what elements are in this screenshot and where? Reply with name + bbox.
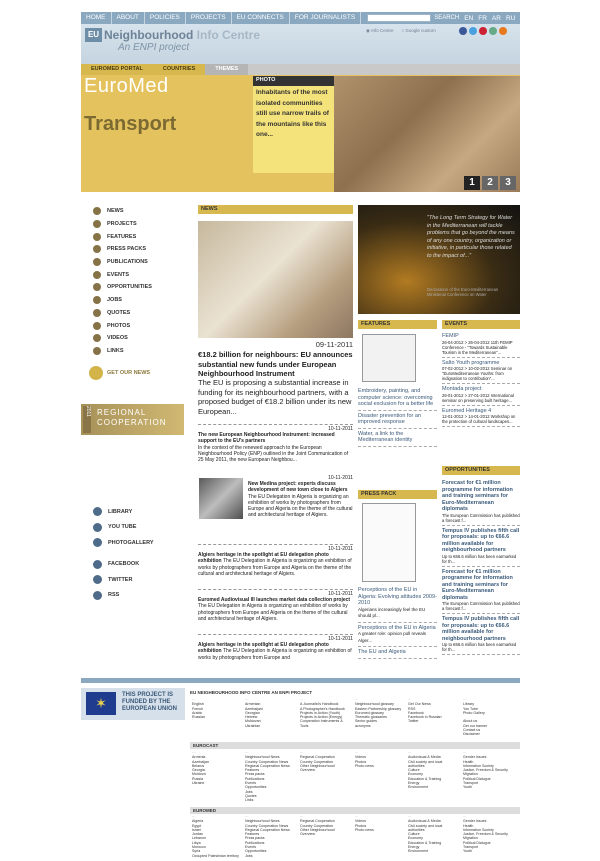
menu-label: LIBRARY — [108, 508, 133, 515]
footer-column-head: ··· — [463, 698, 467, 702]
footer-column-head: ··· — [355, 815, 359, 819]
bullet-icon — [93, 207, 101, 215]
menu-label: PHOTOGALLERY — [108, 539, 154, 546]
lang-ru[interactable]: RU — [505, 14, 516, 22]
event-item[interactable] — [442, 358, 520, 385]
menu-label: PRESS PACKS — [107, 246, 147, 253]
banner-line-1: REGIONAL — [97, 408, 147, 417]
bullet-icon — [93, 347, 101, 355]
footer-column: ··· A Journalist's Handbook A Photographer's Handbook Projects in Action (Youth) Projects in Action (Energy) Cooperation Instruments & Tools — [300, 698, 345, 728]
menu-links[interactable] — [93, 345, 183, 358]
eu-flag-icon: ✶ — [86, 692, 116, 715]
opportunity-title: Tempus IV publishes fifth call for proposals: up to €66.6 million available for neighbourhood partners — [442, 527, 520, 553]
facebook-icon[interactable] — [459, 27, 467, 35]
lang-ar[interactable]: AR — [491, 14, 501, 22]
footer-column: ··· Audiovisual & Media Civil society and local authorities Culture Economy Education & Training Energy Environment — [408, 815, 443, 854]
eu-logo[interactable]: EU — [85, 28, 102, 42]
footer-section-euromed: EUROMED — [190, 807, 520, 814]
twitter-icon[interactable] — [469, 27, 477, 35]
press-link[interactable] — [358, 647, 437, 659]
menu-photos[interactable] — [93, 319, 183, 332]
nav-policies[interactable]: POLICIES — [145, 12, 186, 24]
nav-home[interactable]: HOME — [81, 12, 112, 24]
youtube-icon — [93, 523, 102, 532]
event-summary: 07-02-2012 > 10-02-2012 Seminar on "EuroMediterranean Youths: from indignation to contribution"... — [442, 366, 513, 381]
tab-themes[interactable]: THEMES — [205, 64, 248, 75]
menu-twitter[interactable] — [93, 572, 154, 588]
press-link[interactable] — [358, 623, 437, 648]
bullet-icon — [93, 322, 101, 330]
event-title: Salto Youth programme — [442, 359, 500, 366]
regional-cooperation-banner[interactable] — [81, 404, 184, 435]
menu-photogallery[interactable] — [93, 535, 154, 551]
menu-rss[interactable] — [93, 588, 154, 604]
news-heading: NEWS — [198, 205, 353, 214]
menu-label: FACEBOOK — [108, 561, 140, 568]
menu-facebook[interactable] — [93, 557, 154, 573]
footer-column: ··· Armenian Azerbaijani Georgian Hebrew Moldovan Ukrainian — [245, 698, 263, 728]
press-link-title: Perceptions of the EU in Algeria: Evolving attitudes 2009-2010 — [358, 587, 437, 606]
news-item-date: 10-11-2011 — [328, 475, 353, 481]
search-scope — [366, 28, 436, 34]
get-news-label: GET OUR NEWS — [107, 370, 151, 376]
event-summary: 26-04-2012 > 26-04-2012 11th FEMIP Conference - "Towards Sustainable Tourism in the Mediterranean"... — [442, 339, 513, 355]
news-item-text: The EU Delegation in Algeria is organizing an exhibition of works by photographers from Europe and Algeria on the theme of the cultural and architectural heritage of Algiers. — [248, 493, 353, 519]
news-item-title: Algiers heritage in the spotlight at EU delegation photo exhibition — [198, 642, 329, 655]
rss-icon[interactable] — [499, 27, 507, 35]
footer-column-head: ··· — [192, 815, 196, 819]
opportunity-item[interactable] — [442, 614, 520, 655]
lang-en[interactable]: EN — [464, 14, 474, 22]
news-main-photo[interactable] — [198, 221, 353, 338]
event-item[interactable] — [442, 331, 520, 358]
menu-label: FEATURES — [107, 233, 137, 240]
footer-column: ··· Algeria Egypt Israel Jordan Lebanon Libya Morocco Syria Occupied Palestinian territory — [192, 815, 239, 858]
news-item-text: The EU Delegation in Algeria is organizing an exhibition of works by photographers from Europe and Algeria on the theme of the cultural and architectural heritage of Algiers. — [198, 558, 352, 577]
nav-about[interactable]: ABOUT — [112, 12, 145, 24]
footer-column-head: ··· — [355, 698, 359, 702]
page-1-button[interactable]: 1 — [464, 176, 480, 190]
menu-label: QUOTES — [107, 309, 131, 316]
news-item-date: 10-11-2011 — [328, 546, 353, 552]
footer-column: ··· Videos Photos Photo news — [355, 815, 374, 832]
rss-icon — [93, 591, 102, 600]
news-item-title: Algiers heritage in the spotlight at EU delegation photo exhibition — [198, 552, 329, 565]
menu-projects[interactable] — [93, 218, 183, 231]
facebook-icon — [93, 560, 102, 569]
footer-column-head: ··· — [245, 815, 249, 819]
press-pack-heading: PRESS PACK — [358, 490, 437, 499]
footer-column: ··· Videos Photos Photo news — [355, 751, 374, 768]
menu-youtube[interactable] — [93, 520, 154, 536]
tab-countries[interactable]: COUNTRIES — [153, 64, 205, 75]
social-icons — [459, 27, 507, 35]
news-item[interactable] — [198, 589, 353, 622]
footer-column-head: ··· — [245, 751, 249, 755]
sub-navigation — [81, 64, 520, 75]
news-item[interactable] — [198, 544, 353, 577]
menu-news[interactable] — [93, 205, 183, 218]
event-summary: 12-01-2012 > 14-01-2012 Workshop on the protection of cultural landscapes... — [442, 414, 516, 424]
feature-link[interactable]: Embroidery, painting, and computer science: overcoming social exclusion for a better life — [358, 386, 437, 411]
footer-column-head: ··· — [300, 751, 304, 755]
footer-bar — [81, 678, 520, 683]
library-icon — [93, 507, 102, 516]
opportunity-summary: Up to €66.6 million has been earmarked for th... — [442, 642, 517, 652]
opportunity-item[interactable] — [442, 478, 520, 526]
news-item-text: In the context of the renewed approach to the European Neighbourhood Policy (ENP) outlined in the Joint Communication of 25 May 2011, the new European Neighbou... — [198, 444, 349, 464]
footer-column: ··· Neighbourhood glossary Eastern Partnership glossary Euromed glossary Thematic glossaries Sector guides acronyms — [355, 698, 402, 728]
footer-column: ··· Gender Issues Health Information Society Justice, Freedom & Security Migration Political Dialogue Transport Youth — [463, 815, 508, 854]
footer-column-head: ··· — [192, 751, 196, 755]
menu-label: YOU TUBE — [108, 524, 137, 531]
hero-title-1: EuroMed — [84, 75, 169, 97]
site-subtitle: An ENPI project — [118, 42, 190, 53]
features-list — [358, 386, 437, 447]
opportunity-title: Forecast for €1 million programme for information and training seminars for Euro-Mediterranean diplomats — [442, 480, 513, 512]
lang-fr[interactable]: FR — [478, 14, 487, 22]
bullet-icon — [93, 271, 101, 279]
photo-label: PHOTO — [253, 76, 334, 86]
feature-link[interactable]: Disaster prevention for an improved response — [358, 411, 437, 429]
opportunity-title: Tempus IV publishes fifth call for proposals: up to €66.6 million available for neighbourhood partners — [442, 616, 520, 642]
banner-line-2: COOPERATION — [97, 418, 167, 427]
opportunity-summary: The European Commission has published a forecast f... — [442, 601, 520, 611]
footer-section-eurocast: EUROCAST — [190, 742, 520, 749]
news-item-title: New Medina project: experts discuss development of new town close to Algiers — [248, 481, 348, 494]
opportunity-item[interactable] — [442, 526, 520, 567]
bullet-icon — [93, 233, 101, 241]
footer-column-head: ··· — [408, 815, 412, 819]
menu-label: PROJECTS — [107, 221, 137, 228]
bullet-icon — [93, 334, 101, 342]
footer-column-head: ··· — [192, 698, 196, 702]
nav-for-journalists[interactable]: FOR JOURNALISTS — [290, 12, 361, 24]
youtube-icon[interactable] — [479, 27, 487, 35]
features-heading: FEATURES — [358, 320, 437, 329]
bullet-icon — [93, 245, 101, 253]
press-pack-thumbnail[interactable] — [362, 503, 416, 582]
site-title — [104, 28, 260, 42]
footer-heading: EU NEIGHBOURHOOD INFO CENTRE AN ENPI PROJECT — [190, 690, 313, 695]
press-link-title: Perceptions of the EU in Algeria — [358, 624, 436, 631]
bullet-icon — [93, 296, 101, 304]
menu-jobs[interactable] — [93, 294, 183, 307]
events-list — [442, 331, 520, 427]
search-input[interactable] — [367, 14, 431, 22]
page-3-button[interactable]: 3 — [500, 176, 516, 190]
radio-google[interactable]: ○ Google custom — [401, 28, 436, 33]
news-item[interactable] — [248, 474, 353, 518]
footer-column-head: ··· — [300, 815, 304, 819]
footer-column-head: ··· — [408, 751, 412, 755]
menu-features[interactable] — [93, 230, 183, 243]
opportunity-item[interactable] — [442, 567, 520, 615]
flickr-icon[interactable] — [489, 27, 497, 35]
bullet-icon — [93, 220, 101, 228]
news-item-text: The EU Delegation in Algeria is organizing an exhibition of works by photographers from Europe and — [198, 648, 352, 661]
menu-opportunities[interactable] — [93, 281, 183, 294]
footer-column: ··· Regional Cooperation Country Cooperation Other Neighbourhood Overview — [300, 751, 335, 773]
twitter-icon — [93, 575, 102, 584]
footer-column-head: ··· — [463, 751, 467, 755]
quote-text: "The Long Term Strategy for Water in the Mediterranean will tackle problems that go beyond the means of any one country, organization or initiative, in particular those related to the impact of..." — [427, 215, 515, 259]
feature-link[interactable]: Water, a link to the Mediterranean identity — [358, 429, 437, 447]
hero-photo[interactable] — [334, 76, 520, 192]
feature-thumbnail[interactable] — [362, 334, 416, 382]
press-pack-list — [358, 585, 437, 659]
menu-events[interactable] — [93, 268, 183, 281]
menu-videos[interactable] — [93, 332, 183, 345]
menu-label: EVENTS — [107, 271, 130, 278]
event-title: Montada project — [442, 386, 482, 392]
nav-eu-connects[interactable]: EU CONNECTS — [232, 12, 290, 24]
opportunity-title: Forecast for €1 million programme for information and training seminars for Euro-Mediterranean diplomats — [442, 568, 513, 601]
menu-library[interactable] — [93, 504, 154, 520]
menu-publications[interactable] — [93, 256, 183, 269]
news-item-thumbnail[interactable] — [199, 478, 243, 519]
quote-attribution: Declaration of the Euro-Mediterranean Ministerial Conference on Water — [427, 287, 499, 297]
menu-label: VIDEOS — [107, 335, 128, 342]
media-menu — [93, 504, 154, 603]
menu-label: NEWS — [107, 208, 124, 215]
menu-quotes[interactable] — [93, 307, 183, 320]
menu-label: RSS — [108, 592, 120, 599]
news-item-text: The EU Delegation in Algeria is organizing an exhibition of works by photographers from Europe and Algeria on the theme of the cultural and architectural heritage of Algiers. — [198, 603, 348, 622]
press-link-title: The EU and Algeria — [358, 649, 406, 655]
hero-pagination — [464, 176, 516, 190]
nav-projects[interactable]: PROJECTS — [186, 12, 232, 24]
menu-label: PUBLICATIONS — [107, 259, 148, 266]
menu-label: PHOTOS — [107, 322, 131, 329]
menu-label: TWITTER — [108, 576, 133, 583]
footer-column-head: ··· — [300, 698, 304, 702]
opportunity-summary: Up to €66.6 million has been earmarked for th... — [442, 553, 517, 564]
footer-column: ··· Gender Issues Health Information Society Justice, Freedom & Security Migration Political Dialogue Transport Youth — [463, 751, 508, 790]
radio-info-centre-label: Info Centre — [371, 28, 394, 33]
event-item[interactable] — [442, 406, 520, 428]
news-item-date: 10-11-2011 — [328, 591, 353, 597]
press-link-summary: Algerians increasingly feel the EU should pl... — [358, 606, 426, 618]
site-title-b: Info Centre — [196, 28, 261, 42]
page-2-button[interactable]: 2 — [482, 176, 498, 190]
radio-info-centre[interactable]: ◉ Info Centre — [366, 28, 394, 33]
funding-text: THIS PROJECT IS FUNDED BY THE EUROPEAN UNION — [122, 692, 178, 712]
get-our-news-link[interactable] — [89, 366, 150, 380]
footer-column: ··· Regional Cooperation Country Cooperation Other Neighbourhood Overview — [300, 815, 335, 837]
bullet-icon — [93, 309, 101, 317]
banner-year: 2011 — [83, 406, 91, 433]
radio-google-label: Google custom — [405, 28, 436, 33]
event-item[interactable] — [442, 384, 520, 406]
news-date: 09-11-2011 — [315, 340, 353, 349]
menu-label: OPPORTUNITIES — [107, 284, 152, 291]
news-headline[interactable]: €18.2 billion for neighbours: EU announces substantial new funds under European Neighbourhood Instrument — [198, 350, 353, 378]
news-item-date: 10-11-2011 — [328, 426, 353, 432]
tab-euromed-portal[interactable]: EUROMED PORTAL — [81, 64, 153, 75]
event-title: FEMIP — [442, 333, 459, 339]
events-heading: EVENTS — [442, 320, 520, 329]
menu-label: JOBS — [107, 297, 122, 304]
footer-column: ··· English French Arabic Russian — [192, 698, 205, 720]
news-lead: The EU is proposing a substantial increase in funding for its neighbourhood partners, with a proposed budget of €18.2 billion under its new European... — [198, 378, 352, 417]
bullet-icon — [93, 283, 101, 291]
footer-column-head: ··· — [355, 751, 359, 755]
news-item[interactable] — [198, 424, 353, 463]
search-button[interactable]: SEARCH — [434, 15, 460, 21]
footer-column: ··· Neighbourhood News Country Cooperation News Regional Cooperation News Features Press packs Publications Events Opportunities Jobs — [245, 815, 290, 858]
hero-title-2: Transport — [84, 113, 177, 135]
footer-column: ··· Get Our News RSS Facebook Facebook in Russian Twitter — [408, 698, 442, 724]
footer-column: ··· Audiovisual & Media Civil society and local authorities Culture Economy Education & Training Energy Environment — [408, 751, 443, 790]
news-item-date: 10-11-2011 — [328, 636, 353, 642]
menu-label: LINKS — [107, 347, 124, 354]
site-title-a: Neighbourhood — [104, 28, 194, 42]
footer-column-head: ··· — [408, 698, 412, 702]
footer-column: ··· Library You Tube Photo Gallery About us Get our banner Contact us Disclaimer — [463, 698, 488, 737]
opportunity-summary: The European Commission has published a forecast f... — [442, 512, 520, 523]
menu-press-packs[interactable] — [93, 243, 183, 256]
event-title: Euromed Heritage 4 — [442, 407, 492, 414]
footer-column-head: ··· — [245, 698, 249, 702]
photo-caption: Inhabitants of the most isolated communities still use narrow trails of the mountains like this one... — [256, 89, 329, 138]
banner-text — [97, 408, 167, 428]
opportunities-list — [442, 478, 520, 655]
news-item[interactable] — [198, 634, 353, 661]
footer-column-head: ··· — [463, 815, 467, 819]
top-navigation — [81, 12, 520, 24]
section-menu — [93, 205, 183, 357]
event-summary: 26-01-2012 > 27-01-2012 International seminar on preserving built heritage... — [442, 392, 514, 403]
news-item-title: Euromed Audiovisual III launches market data collection project — [198, 597, 351, 604]
opportunities-heading: OPPORTUNITIES — [442, 466, 520, 475]
newsletter-icon — [89, 366, 103, 380]
press-link-summary: A greater role: opinion poll reveals Alger... — [358, 631, 427, 643]
camera-icon — [93, 538, 102, 547]
footer-column: ··· Armenia Azerbaijan Belarus Georgia Moldova Russia Ukraine — [192, 751, 209, 786]
bullet-icon — [93, 258, 101, 266]
press-link[interactable] — [358, 585, 437, 623]
footer-column: ··· Neighbourhood News Country Cooperation News Regional Cooperation News Features Press packs Publications Events Opportunities Jobs Quotes Links — [245, 751, 290, 803]
news-item-title: The new European Neighbourhood Instrument: increased support to the EU's partners — [198, 432, 335, 445]
